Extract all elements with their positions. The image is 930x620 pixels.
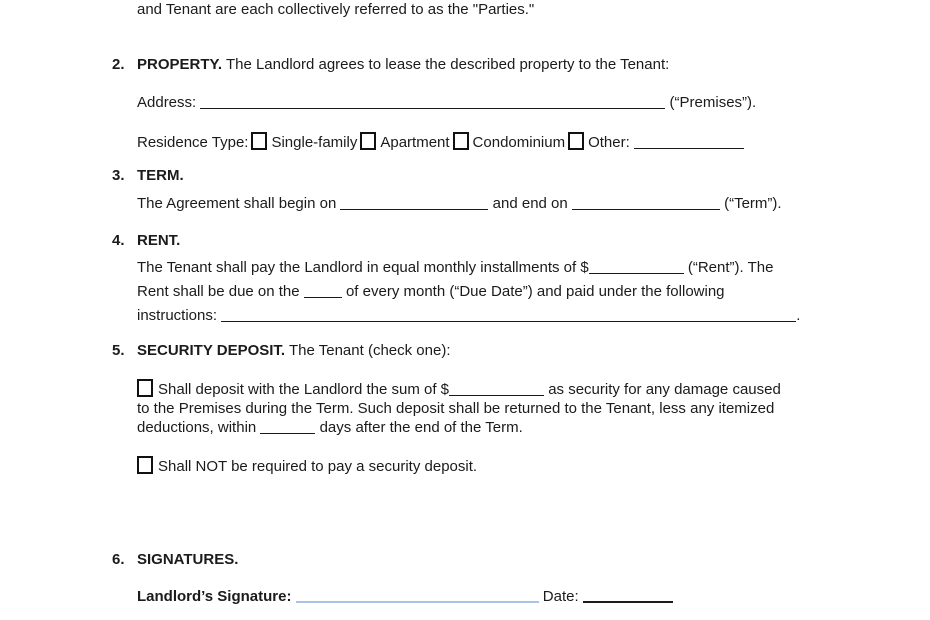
deposit-text-5: days after the end of the Term. — [319, 419, 523, 436]
section-signatures — [112, 551, 930, 569]
section-property — [112, 56, 930, 74]
deposit-text-1: Shall deposit with the Landlord the sum of $ — [158, 381, 450, 398]
section-title-signatures: SIGNATURES. — [137, 551, 239, 568]
premises-suffix: (“Premises”). — [669, 94, 757, 111]
section-number: 4. — [112, 232, 125, 249]
address-field[interactable] — [200, 95, 665, 109]
rent-period: . — [796, 307, 801, 324]
begin-date-field[interactable] — [340, 196, 488, 210]
term-suffix: (“Term”). — [724, 195, 782, 212]
section-term — [112, 167, 930, 185]
section-number: 5. — [112, 342, 125, 359]
rent-text-3: Rent shall be due on the — [137, 283, 300, 300]
rent-line-3 — [137, 304, 930, 328]
property-lead-text: The Landlord agrees to lease the described property to the Tenant: — [225, 56, 670, 73]
section-title-rent: RENT. — [137, 232, 181, 249]
no-deposit-option-line — [137, 456, 930, 476]
residence-type-label: Residence Type: — [137, 134, 249, 151]
rent-text-4: of every month (“Due Date”) and paid under the following — [345, 283, 725, 300]
date-label: Date: — [542, 588, 579, 605]
deposit-checkbox[interactable] — [137, 379, 153, 397]
no-deposit-text: Shall NOT be required to pay a security deposit. — [158, 458, 478, 475]
deposit-amount-field[interactable] — [449, 382, 544, 396]
residence-type-line — [137, 132, 930, 152]
section-title-security-deposit: SECURITY DEPOSIT. — [137, 342, 286, 359]
condominium-checkbox[interactable] — [453, 132, 469, 150]
instructions-field[interactable] — [221, 308, 796, 322]
rent-amount-field[interactable] — [589, 260, 684, 274]
landlord-signature-label: Landlord’s Signature: — [137, 588, 292, 605]
rent-text-2: (“Rent”). The — [687, 259, 774, 276]
section-number: 2. — [112, 56, 125, 73]
intro-text: and Tenant are each collectively referred to as the "Parties." — [137, 1, 535, 18]
apartment-checkbox[interactable] — [360, 132, 376, 150]
term-line — [137, 195, 930, 213]
deposit-text-3: to the Premises during the Term. Such deposit shall be returned to the Tenant, less any itemized — [137, 400, 775, 417]
single-family-checkbox[interactable] — [251, 132, 267, 150]
section-number: 3. — [112, 167, 125, 184]
section-number: 6. — [112, 551, 125, 568]
other-field[interactable] — [634, 135, 744, 149]
no-deposit-checkbox[interactable] — [137, 456, 153, 474]
term-before-text: The Agreement shall begin on — [137, 195, 337, 212]
deposit-option-line-3 — [137, 418, 930, 437]
due-day-field[interactable] — [304, 284, 342, 298]
landlord-signature-field[interactable] — [296, 588, 539, 603]
date-field[interactable] — [583, 588, 673, 603]
deposit-text-4: deductions, within — [137, 419, 257, 436]
deposit-text-2: as security for any damage caused — [548, 381, 781, 398]
deposit-days-field[interactable] — [260, 420, 315, 434]
other-label: Other: — [588, 134, 630, 151]
section-security-deposit — [112, 342, 930, 360]
section-title-term: TERM. — [137, 167, 184, 184]
other-checkbox[interactable] — [568, 132, 584, 150]
security-deposit-lead: The Tenant (check one): — [289, 342, 451, 359]
rent-line-2 — [137, 280, 930, 304]
single-family-label: Single-family — [271, 134, 358, 151]
end-date-field[interactable] — [572, 196, 720, 210]
section-rent — [112, 232, 930, 250]
address-label: Address: — [137, 94, 197, 111]
instructions-label: instructions: — [137, 307, 218, 324]
deposit-option-line-1 — [137, 379, 930, 399]
landlord-signature-line — [137, 588, 930, 606]
apartment-label: Apartment — [380, 134, 450, 151]
deposit-option-line-2 — [137, 399, 930, 418]
rent-text-1: The Tenant shall pay the Landlord in equal monthly installments of $ — [137, 259, 589, 276]
address-line — [137, 94, 930, 112]
condominium-label: Condominium — [472, 134, 566, 151]
section-title-property: PROPERTY. — [137, 56, 223, 73]
term-middle-text: and end on — [492, 195, 568, 212]
rent-line-1 — [137, 256, 930, 280]
